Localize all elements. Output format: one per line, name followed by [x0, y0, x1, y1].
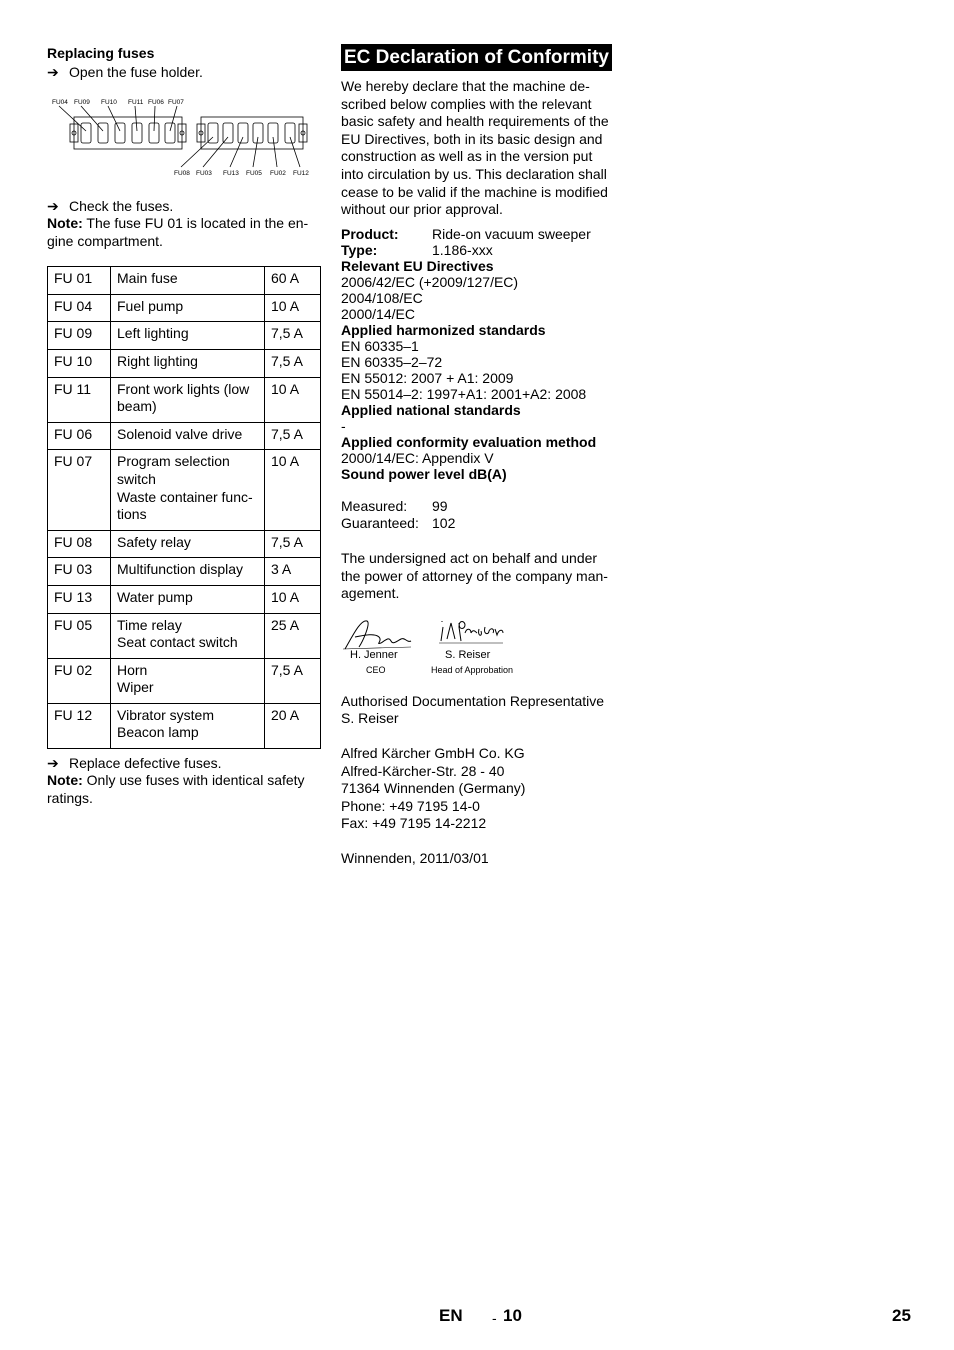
diagram-label-top: FU10	[101, 99, 117, 106]
note-fuse-location: Note: The fuse FU 01 is located in the en- gine compartment.	[47, 215, 309, 249]
place-and-date: Winnenden, 2011/03/01	[341, 849, 489, 866]
step-open-fuse-holder: ➔ Open the fuse holder.	[47, 64, 203, 80]
fuse-rating: 10 A	[265, 377, 321, 422]
fuse-row	[48, 377, 321, 422]
fuse-description-line: Solenoid valve drive	[117, 425, 243, 442]
fuse-description-line: Vibrator system	[117, 706, 214, 723]
directives-label: Relevant EU Directives	[341, 257, 494, 274]
diagram-label-top: FU04	[52, 99, 68, 106]
arrow-right-icon: ➔	[47, 198, 59, 214]
fuse-description-line: Safety relay	[117, 533, 191, 550]
fuse-rating: 10 A	[265, 585, 321, 613]
declaration-intro: We hereby declare that the machine de- scribed below complies with the relevant basic safety and health requirements of the EU Directives, both in its basic design and construction as well as in the version put into circulation by us. This declaration shall cease to be valid if the machine is modified without our prior approval.	[341, 78, 609, 218]
directive-item: 2004/108/EC	[341, 289, 423, 306]
authorised-representative: Authorised Documentation Representative S. Reiser	[341, 692, 605, 727]
fuse-description	[111, 450, 265, 530]
fuse-description-line: Water pump	[117, 588, 193, 605]
fuse-description-line: Front work lights (low	[117, 380, 250, 397]
signatory-role-ceo: CEO	[366, 664, 386, 675]
fuse-description	[111, 377, 265, 422]
fuse-row	[48, 658, 321, 703]
fuse-description	[111, 422, 265, 450]
fuse-rating: 7,5 A	[265, 530, 321, 558]
fuse-row	[48, 294, 321, 322]
directive-item: 2006/42/EC (+2009/127/EC)	[341, 273, 519, 290]
fuse-id: FU 03	[48, 558, 111, 586]
standard-item: EN 60335–2–72	[341, 353, 443, 370]
fuse-description-line: Wiper	[117, 679, 154, 696]
fuse-description	[111, 349, 265, 377]
fuse-description-line: switch	[117, 470, 156, 487]
diagram-label-bottom: FU12	[293, 170, 309, 177]
fuse-description	[111, 585, 265, 613]
arrow-right-icon: ➔	[47, 64, 59, 80]
diagram-label-top: FU09	[74, 99, 90, 106]
evaluation-method-label: Applied conformity evaluation method	[341, 433, 597, 450]
fuse-description-line: Main fuse	[117, 270, 178, 287]
fuse-id: FU 02	[48, 658, 111, 703]
fuse-description	[111, 530, 265, 558]
undersigned-text: The undersigned act on behalf and under the power of attorney of the company man- agement.	[341, 549, 608, 602]
section-heading-replacing-fuses: Replacing fuses	[47, 45, 155, 61]
product-details	[341, 226, 615, 533]
fuse-description-line: tions	[117, 506, 147, 523]
fuse-row	[48, 530, 321, 558]
fuse-row	[48, 450, 321, 530]
fuse-id: FU 08	[48, 530, 111, 558]
footer-page-number: 25	[892, 1306, 911, 1325]
fuse-rating: 3 A	[265, 558, 321, 586]
diagram-label-top: FU11	[128, 99, 144, 106]
fuse-description	[111, 613, 265, 658]
fuse-description-line: Left lighting	[117, 325, 189, 342]
fuse-rating: 25 A	[265, 613, 321, 658]
fuse-id: FU 04	[48, 294, 111, 322]
step-check-fuses: ➔ Check the fuses.	[47, 198, 174, 214]
standard-item: EN 60335–1	[341, 337, 419, 354]
national-standards-value: -	[341, 417, 346, 434]
directive-item: 2000/14/EC	[341, 305, 415, 322]
footer-section-page: 10	[503, 1306, 522, 1325]
guaranteed-row: Guaranteed: 102	[341, 515, 456, 532]
fuse-description-line: beam)	[117, 398, 157, 415]
fuse-row	[48, 349, 321, 377]
diagram-label-bottom: FU13	[223, 170, 239, 177]
fuse-description	[111, 294, 265, 322]
signatory-name-reiser: S. Reiser	[445, 648, 491, 661]
national-standards-label: Applied national standards	[341, 401, 521, 418]
fuse-id: FU 01	[48, 267, 111, 295]
product-row: Product: Ride-on vacuum sweeper	[341, 225, 591, 242]
evaluation-method-value: 2000/14/EC: Appendix V	[341, 449, 494, 466]
signatory-role-approbation: Head of Approbation	[431, 664, 514, 675]
section-title-ec-declaration: EC Declaration of Conformity	[341, 44, 612, 71]
fuse-id: FU 07	[48, 450, 111, 530]
fuse-rating: 10 A	[265, 450, 321, 530]
fuse-description	[111, 558, 265, 586]
arrow-right-icon: ➔	[47, 755, 59, 772]
fuse-id: FU 05	[48, 613, 111, 658]
fuse-description-line: Horn	[117, 661, 148, 678]
fuse-description-line: Time relay	[117, 616, 182, 633]
fuse-description-line: Waste container func-	[117, 488, 253, 505]
fuse-id: FU 10	[48, 349, 111, 377]
fuse-description-line: Seat contact switch	[117, 634, 238, 651]
company-address: Alfred Kärcher GmbH Co. KG Alfred-Kärcher-Str. 28 - 40 71364 Winnenden (Germany) Phone: +49 7195 14-0 Fax: +49 7195 14-2212	[341, 744, 526, 832]
diagram-label-bottom: FU05	[246, 170, 262, 177]
fuse-rating: 7,5 A	[265, 422, 321, 450]
diagram-label-top: FU06	[148, 99, 164, 106]
fuse-row	[48, 267, 321, 295]
fuse-rating: 7,5 A	[265, 349, 321, 377]
signature-block	[341, 615, 615, 679]
fuse-description	[111, 703, 265, 748]
harmonized-standards-label: Applied harmonized standards	[341, 321, 546, 338]
fuse-id: FU 06	[48, 422, 111, 450]
fuse-row	[48, 703, 321, 748]
fuse-row	[48, 422, 321, 450]
signatory-name-jenner: H. Jenner	[350, 648, 398, 661]
fuse-description	[111, 267, 265, 295]
fuse-id: FU 09	[48, 322, 111, 350]
left-column	[47, 44, 321, 807]
fuse-id: FU 12	[48, 703, 111, 748]
fuse-description	[111, 322, 265, 350]
diagram-label-bottom: FU08	[174, 170, 190, 177]
fuse-id: FU 11	[48, 377, 111, 422]
signature-reiser	[437, 615, 517, 651]
measured-row: Measured: 99	[341, 497, 448, 514]
step-replace-fuses: ➔ Replace defective fuses.	[47, 755, 222, 772]
diagram-label-bottom: FU02	[270, 170, 286, 177]
fuse-rating: 10 A	[265, 294, 321, 322]
type-row: Type: 1.186-xxx	[341, 241, 493, 258]
fuse-description-line: Beacon lamp	[117, 724, 199, 741]
standard-item: EN 55014–2: 1997+A1: 2001+A2: 2008	[341, 385, 587, 402]
diagram-label-bottom: FU03	[196, 170, 212, 177]
footer-dash: -	[492, 1310, 497, 1326]
fuse-rating: 60 A	[265, 267, 321, 295]
right-column	[341, 44, 615, 867]
sound-power-label: Sound power level dB(A)	[341, 465, 507, 482]
note-identical-ratings: Note: Only use fuses with identical safety ratings.	[47, 772, 305, 806]
fuse-description-line: Right lighting	[117, 352, 198, 369]
fuse-row	[48, 322, 321, 350]
fuse-row	[48, 613, 321, 658]
fuse-description-line: Multifunction display	[117, 561, 244, 578]
fuse-row	[48, 558, 321, 586]
fuse-rating: 7,5 A	[265, 322, 321, 350]
fuse-rating: 20 A	[265, 703, 321, 748]
standard-item: EN 55012: 2007 + A1: 2009	[341, 369, 514, 386]
fuse-description-line: Fuel pump	[117, 297, 184, 314]
fuse-row	[48, 585, 321, 613]
fuse-rating: 7,5 A	[265, 658, 321, 703]
fuse-description-line: Program selection	[117, 453, 230, 470]
diagram-label-top: FU07	[168, 99, 184, 106]
fuse-table	[47, 266, 321, 749]
fuse-holder-diagram	[51, 97, 315, 179]
fuse-id: FU 13	[48, 585, 111, 613]
fuse-description	[111, 658, 265, 703]
footer-language: EN	[439, 1306, 463, 1325]
